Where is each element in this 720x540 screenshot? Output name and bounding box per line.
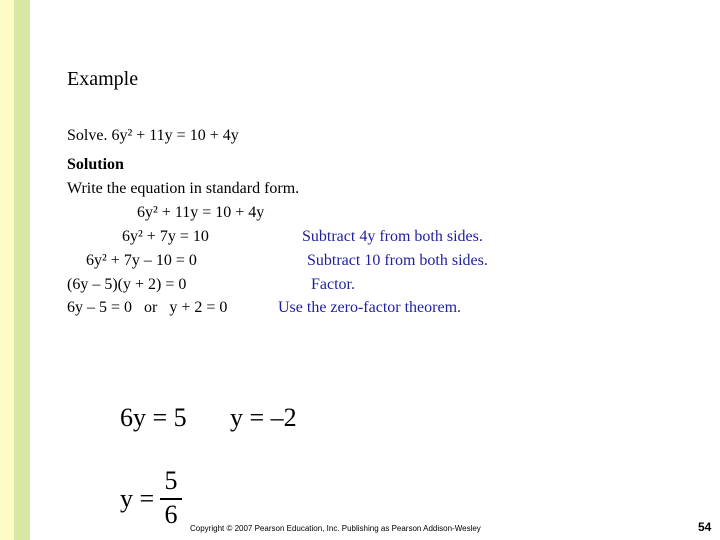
result-right-equation: y = –2 bbox=[230, 403, 297, 432]
step-equation-1: 6y² + 7y = 10 bbox=[122, 228, 209, 245]
problem-equation: 6y² + 11y = 10 + 4y bbox=[111, 127, 239, 144]
problem-line bbox=[67, 126, 239, 146]
step-equation-4: 6y – 5 = 0 or y + 2 = 0 bbox=[67, 299, 228, 316]
decor-stripe-green bbox=[14, 0, 30, 540]
copyright-footer: Copyright © 2007 Pearson Education, Inc. Publishing as Pearson Addison-Wesley bbox=[190, 524, 481, 533]
result-left-equation: 6y = 5 bbox=[120, 403, 187, 432]
step-note-4: Use the zero-factor theorem. bbox=[278, 299, 462, 316]
fraction-denominator: 6 bbox=[164, 500, 178, 529]
step-note-2: Subtract 10 from both sides. bbox=[307, 252, 488, 269]
step-equation-0: 6y² + 11y = 10 + 4y bbox=[137, 204, 265, 221]
step-equation-3: (6y – 5)(y + 2) = 0 bbox=[67, 276, 187, 293]
problem-prefix: Solve. bbox=[67, 127, 112, 144]
step-equation-2: 6y² + 7y – 10 = 0 bbox=[86, 252, 197, 269]
solution-label: Solution bbox=[67, 156, 124, 173]
page-number: 54 bbox=[698, 520, 712, 534]
step-note-3: Factor. bbox=[311, 276, 355, 293]
fraction-lhs: y = bbox=[120, 484, 155, 513]
decor-stripe-light bbox=[0, 0, 14, 540]
slide-title: Example bbox=[67, 68, 139, 90]
fraction-numerator: 5 bbox=[164, 466, 178, 495]
intro-text: Write the equation in standard form. bbox=[67, 180, 300, 197]
step-note-1: Subtract 4y from both sides. bbox=[302, 228, 483, 245]
